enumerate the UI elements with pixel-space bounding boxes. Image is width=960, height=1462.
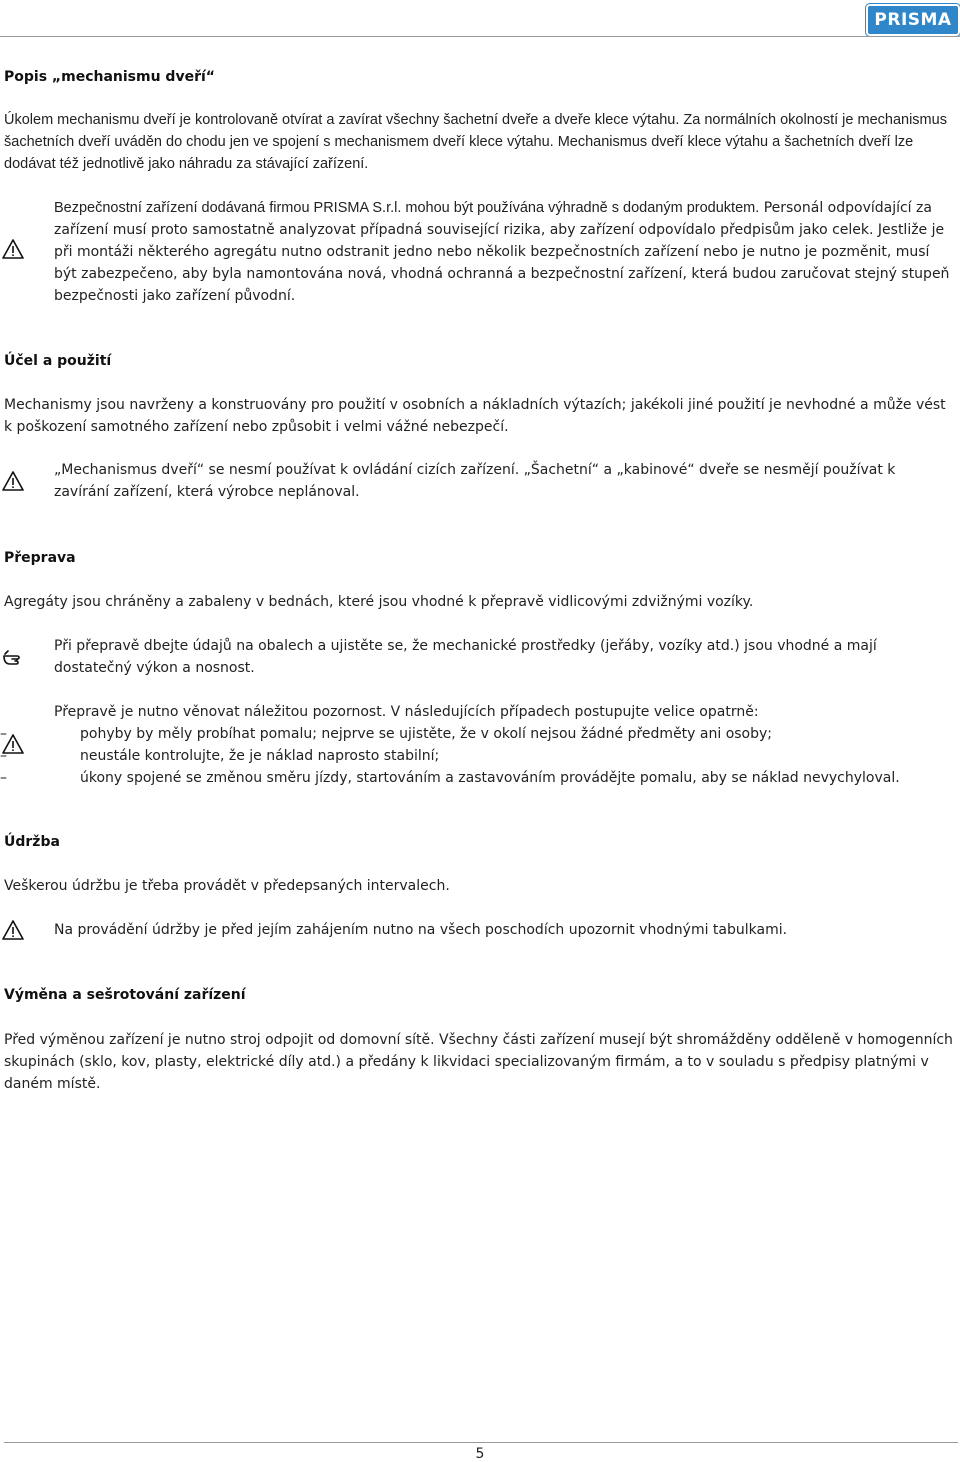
- preprava-paragraph: Agregáty jsou chráněny a zabaleny v bednách, které jsou vhodné k přepravě vidlicovými zdvižnými vozíky.: [4, 594, 754, 610]
- logo-text: PRISMA: [874, 10, 952, 30]
- popis-paragraph: Úkolem mechanismu dveří je kontrolovaně otvírat a zavírat všechny šachetní dveře a dveře klece výtahu. Za normálních okolností je mechanismus šachetních dveří uváděn do chodu jen ve spojení s mechanismem dveří klece výtahu. Mechanismus dveří klece výtahu a šachetních dveří lze dodávat též jednotlivě jako náhradu za stávající zařízení.: [4, 112, 947, 172]
- popis-warning-rest: Personál odpovídající za zařízení musí proto samostatně analyzovat případná související rizika, aby zařízení odpovídalo předpisům jako celek. Jestliže je při montáži některého agregátu nutno odstranit jedno nebo několik bezpečnostních zařízení nebo je nutno je pozměnit, musí být zabezpečeno, aby byla namontována nová, vhodná ochranná a bezpečnostní zařízení, která budou zaručovat stejný stupeň bezpečnosti jako zařízení původní.: [54, 200, 950, 304]
- popis-warning-lead: Bezpečnostní zařízení dodávaná firmou PRISMA S.r.l. mohou být používána výhradně s dodaným produktem.: [54, 200, 760, 216]
- pointing-hand-icon: [2, 646, 28, 668]
- section-title-preprava: Přeprava: [4, 550, 76, 566]
- page-number: 5: [475, 1446, 485, 1462]
- preprava-warning: [0, 701, 954, 789]
- dash-bullet: –: [0, 748, 7, 764]
- warning-icon: [2, 470, 24, 492]
- section-title-vymena: Výměna a sešrotování zařízení: [4, 987, 246, 1003]
- vymena-paragraph: Před výměnou zařízení je nutno stroj odpojit od domovní sítě. Všechny části zařízení musejí být shromážděny odděleně v homogenních skupinách (sklo, kov, plasty, elektrické díly atd.) a předány k likvidaci specializovaným firmám, a to v souladu s předpisy platnými v daném místě.: [4, 1032, 953, 1092]
- header-divider: [0, 36, 960, 37]
- udrzba-paragraph: Veškerou údržbu je třeba provádět v předepsaných intervalech.: [4, 878, 450, 894]
- list-item: [0, 767, 954, 789]
- section-title-ucel: Účel a použití: [4, 353, 112, 369]
- warning-icon: [2, 238, 24, 260]
- list-item-text: úkony spojené se změnou směru jízdy, startováním a zastavováním provádějte pomalu, aby se náklad nevychyloval.: [80, 770, 900, 786]
- popis-warning: [54, 197, 954, 307]
- dash-bullet: –: [0, 770, 7, 786]
- preprava-warning-intro: Přepravě je nutno věnovat náležitou pozornost. V následujících případech postupujte velice opatrně:: [54, 704, 759, 720]
- prisma-logo: [866, 4, 960, 36]
- warning-icon: [2, 919, 24, 941]
- preprava-note: Při přepravě dbejte údajů na obalech a ujistěte se, že mechanické prostředky (jeřáby, vozíky atd.) jsou vhodné a mají dostatečný výkon a nosnost.: [54, 638, 877, 676]
- list-item-text: neustále kontrolujte, že je náklad naprosto stabilní;: [80, 748, 440, 764]
- list-item: [0, 745, 954, 767]
- preprava-warning-list: [0, 723, 954, 789]
- list-item: [0, 723, 954, 745]
- udrzba-warning: Na provádění údržby je před jejím zahájením nutno na všech poschodích upozornit vhodnými tabulkami.: [54, 922, 788, 938]
- section-title-udrzba: Údržba: [4, 834, 60, 850]
- list-item-text: pohyby by měly probíhat pomalu; nejprve se ujistěte, že v okolí nejsou žádné předměty ani osoby;: [80, 726, 773, 742]
- ucel-paragraph: Mechanismy jsou navrženy a konstruovány pro použití v osobních a nákladních výtazích; jakékoli jiné použití je nevhodné a může vést k poškození samotného zařízení nebo způsobit i velmi vážné nebezpečí.: [4, 397, 946, 435]
- ucel-warning: „Mechanismus dveří“ se nesmí používat k ovládání cizích zařízení. „Šachetní“ a „kabinové“ dveře se nesmějí používat k zavírání zařízení, která výrobce neplánoval.: [54, 462, 896, 500]
- dash-bullet: –: [0, 726, 7, 742]
- footer-divider: [4, 1442, 958, 1443]
- section-title-popis: Popis „mechanismu dveří“: [4, 69, 215, 85]
